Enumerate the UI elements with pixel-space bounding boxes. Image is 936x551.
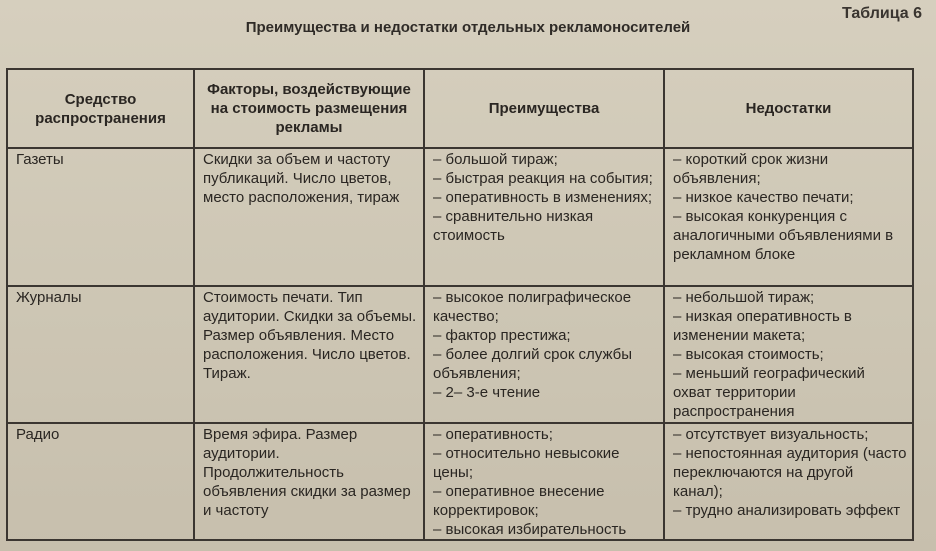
con-item: – короткий срок жизни объявления; [673,151,829,187]
con-item: – небольшой тираж; [673,289,815,306]
header-row [7,69,913,148]
pro-item: – сравнительно низкая стоимость [433,208,594,244]
cell-pros [424,148,664,286]
table-row [7,148,913,286]
comparison-table [6,68,914,541]
table-title: Преимущества и недостатки отдельных рекламоносителей [245,19,691,36]
pro-item: – быстрая реакция на события; [433,170,653,187]
header-factors: Факторы, воздействующие на стоимость размещения рекламы [194,69,424,148]
con-item: – высокая стоимость; [673,346,824,363]
pro-item: – относительно невысокие цены; [433,445,620,481]
cell-medium: Газеты [7,148,194,286]
cell-medium: Радио [7,423,194,540]
con-item: – непостоянная аудитория (часто переключаются на другой канал); [673,445,907,500]
cell-factors: Скидки за объем и частоту публикаций. Число цветов, место расположения, тираж [194,148,424,286]
con-item: – низкое качество печати; [673,189,854,206]
header-medium: Средство распространения [7,69,194,148]
cell-medium: Журналы [7,286,194,423]
pro-item: – большой тираж; [433,151,558,168]
con-item: – отсутствует визуальность; [673,426,869,443]
con-item: – трудно анализировать эффект [673,502,901,519]
pro-item: – оперативность; [433,426,553,443]
cell-pros [424,286,664,423]
pro-item: – 2– 3-е чтение [433,384,541,401]
table-row [7,423,913,540]
cell-factors: Время эфира. Размер аудитории. Продолжительность объявления скидки за размер и частоту [194,423,424,540]
con-item: – низкая оперативность в изменении макета; [673,308,852,344]
pro-item: – фактор престижа; [433,327,571,344]
con-item: – высокая конкуренция с аналогичными объявлениями в рекламном блоке [673,208,894,263]
table-number: Таблица 6 [841,5,922,22]
pro-item: – оперативность в изменениях; [433,189,652,206]
cell-cons [664,148,913,286]
cell-pros [424,423,664,540]
pro-item: – более долгий срок службы объявления; [433,346,633,382]
pro-item: – высокое полиграфическое качество; [433,289,632,325]
header-pros: Преимущества [424,69,664,148]
pro-item: – оперативное внесение корректировок; [433,483,605,519]
con-item: – меньший географический охват территории распространения [673,365,865,420]
cell-cons [664,423,913,540]
cell-cons [664,286,913,423]
table-row [7,286,913,423]
cell-factors: Стоимость печати. Тип аудитории. Скидки за объемы. Размер объявления. Место расположения. Число цветов. Тираж. [194,286,424,423]
pro-item: – высокая избирательность [433,521,627,538]
header-cons: Недостатки [664,69,913,148]
